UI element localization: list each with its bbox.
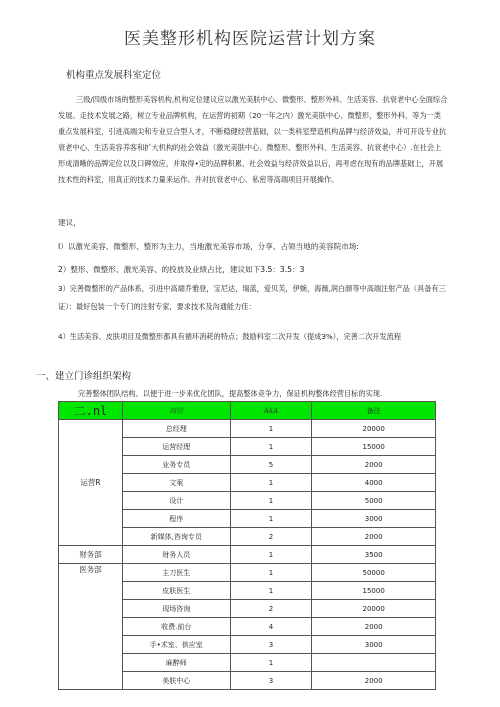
cell-note: 50000	[312, 564, 436, 582]
cell-count: 1	[230, 438, 312, 456]
table-row	[59, 564, 436, 582]
cell-count: 4	[230, 618, 312, 636]
cell-count: 1	[230, 510, 312, 528]
cell-role: 皮肤医生	[122, 582, 230, 600]
cell-note	[312, 654, 436, 672]
section-intro: 完善整体团队结构、以便于进一步来优化团队，提高整体竞争力，保证机构整体经营目标的实现.	[78, 389, 383, 398]
cell-count: 2	[230, 600, 312, 618]
section-title: 一、建立门诊组织架构	[36, 371, 132, 382]
cell-count: 1	[230, 420, 312, 438]
suggestion-item-4: 4）生活美容、皮肤项目及微整形都具有循环消耗的特点；鼓励科室二次开发（提成3%），完善二次开发流程	[58, 332, 402, 341]
suggestion-item-1: I）以激光美容、微整形、整形为主力，当地激光美容市场，分享、占领当地的美容院市场:	[58, 242, 359, 251]
cell-note: 3000	[312, 510, 436, 528]
cell-count: 3	[230, 672, 312, 690]
cell-role: 麻醉师	[122, 654, 230, 672]
cell-count: 1	[230, 492, 312, 510]
cell-role: 财务人员	[122, 546, 230, 564]
cell-count: 1	[230, 654, 312, 672]
header-note: 备注	[312, 402, 436, 420]
paragraph-positioning: 三级/四级市场的整形美容机构,机构定位建议应以激光美肤中心、微整形、整形外科、生活美容、抗衰老中心全面综合发展。走技术发展之路，树立专业品牌机构，在运营的初期（20一年之内）激光美肤中心、微整形，整形外科、等为一类重点发展科室，引进高端尖和专业豆合型人才，不断稳健经营基础，以一类科室塑造机构品牌与经济效益，并可开设专业抗衰老中心、生活美容养客和扩大机构的社会效益（激光美肤中心、微整形、整形外科、生活美容、抗衰老中心）.在社会上形成清晰的品牌定位以及口碑效应，并取得•定的品牌积累、社会效益与经济效益以后，再考虑在现有的品牌基础上，开展技术性的科室，用真正的技术力量来运作。并对抗衰老中心、私密等高端项目开展操作。	[58, 95, 448, 184]
dept-finance: 财务部	[59, 546, 123, 564]
cell-note: 3500	[312, 546, 436, 564]
document-title: 医美整形机构医院运营计划方案	[124, 29, 376, 49]
cell-note: 2000	[312, 528, 436, 546]
cell-count: 2	[230, 528, 312, 546]
dept-medical: 医务部	[59, 564, 123, 690]
cell-role: 程序	[122, 510, 230, 528]
header-department: 二.nl	[59, 402, 123, 420]
cell-role: 业务专员	[122, 456, 230, 474]
cell-count: 1	[230, 564, 312, 582]
cell-role: 运营经理	[122, 438, 230, 456]
cell-count: 3	[230, 636, 312, 654]
cell-note: 2000	[312, 672, 436, 690]
cell-count: 5	[230, 456, 312, 474]
cell-note: 20000	[312, 420, 436, 438]
cell-note: 2000	[312, 456, 436, 474]
suggestion-item-2: 2）整形、微整形、激光美容、的投放及业绩占比，建议如下3.5：3.5：3	[58, 265, 305, 274]
org-structure-table	[58, 401, 436, 690]
table-row	[59, 420, 436, 438]
cell-note: 15000	[312, 582, 436, 600]
cell-note: 15000	[312, 438, 436, 456]
cell-role: 总经理	[122, 420, 230, 438]
cell-role: 文案	[122, 474, 230, 492]
cell-note: 20000	[312, 600, 436, 618]
cell-note: 3000	[312, 636, 436, 654]
cell-count: 1	[230, 582, 312, 600]
cell-note: 5000	[312, 492, 436, 510]
cell-role: 收费.前台	[122, 618, 230, 636]
cell-role: 美肤中心	[122, 672, 230, 690]
cell-role: 设计	[122, 492, 230, 510]
cell-role: 主刀医生	[122, 564, 230, 582]
cell-role: 现场咨询	[122, 600, 230, 618]
suggestion-item-3: 3）完善微整形的产品体系，引进中高端乔雅登，宝尼达，瑞蓝，爱贝芙，伊婉，海薇,润白颜等中高端注射产品（具备有三证）：最好包装一个专门的注射专家，要求技术及沟通能力佳：	[58, 284, 446, 311]
subtitle: 机构重点发展科室定位	[66, 70, 162, 81]
cell-note: 2000	[312, 618, 436, 636]
cell-count: 1	[230, 546, 312, 564]
cell-count: 1	[230, 474, 312, 492]
cell-note: 4000	[312, 474, 436, 492]
cell-role: 新媒体,咨询专员	[122, 528, 230, 546]
dept-operations: 运营R	[59, 420, 123, 546]
table-header-row	[59, 402, 436, 420]
cell-role: 手•术室、供应室	[122, 636, 230, 654]
header-position: 岗位	[122, 402, 230, 420]
table-row	[59, 546, 436, 564]
header-count: AkA	[230, 402, 312, 420]
suggestion-label: 建议，	[58, 218, 81, 227]
